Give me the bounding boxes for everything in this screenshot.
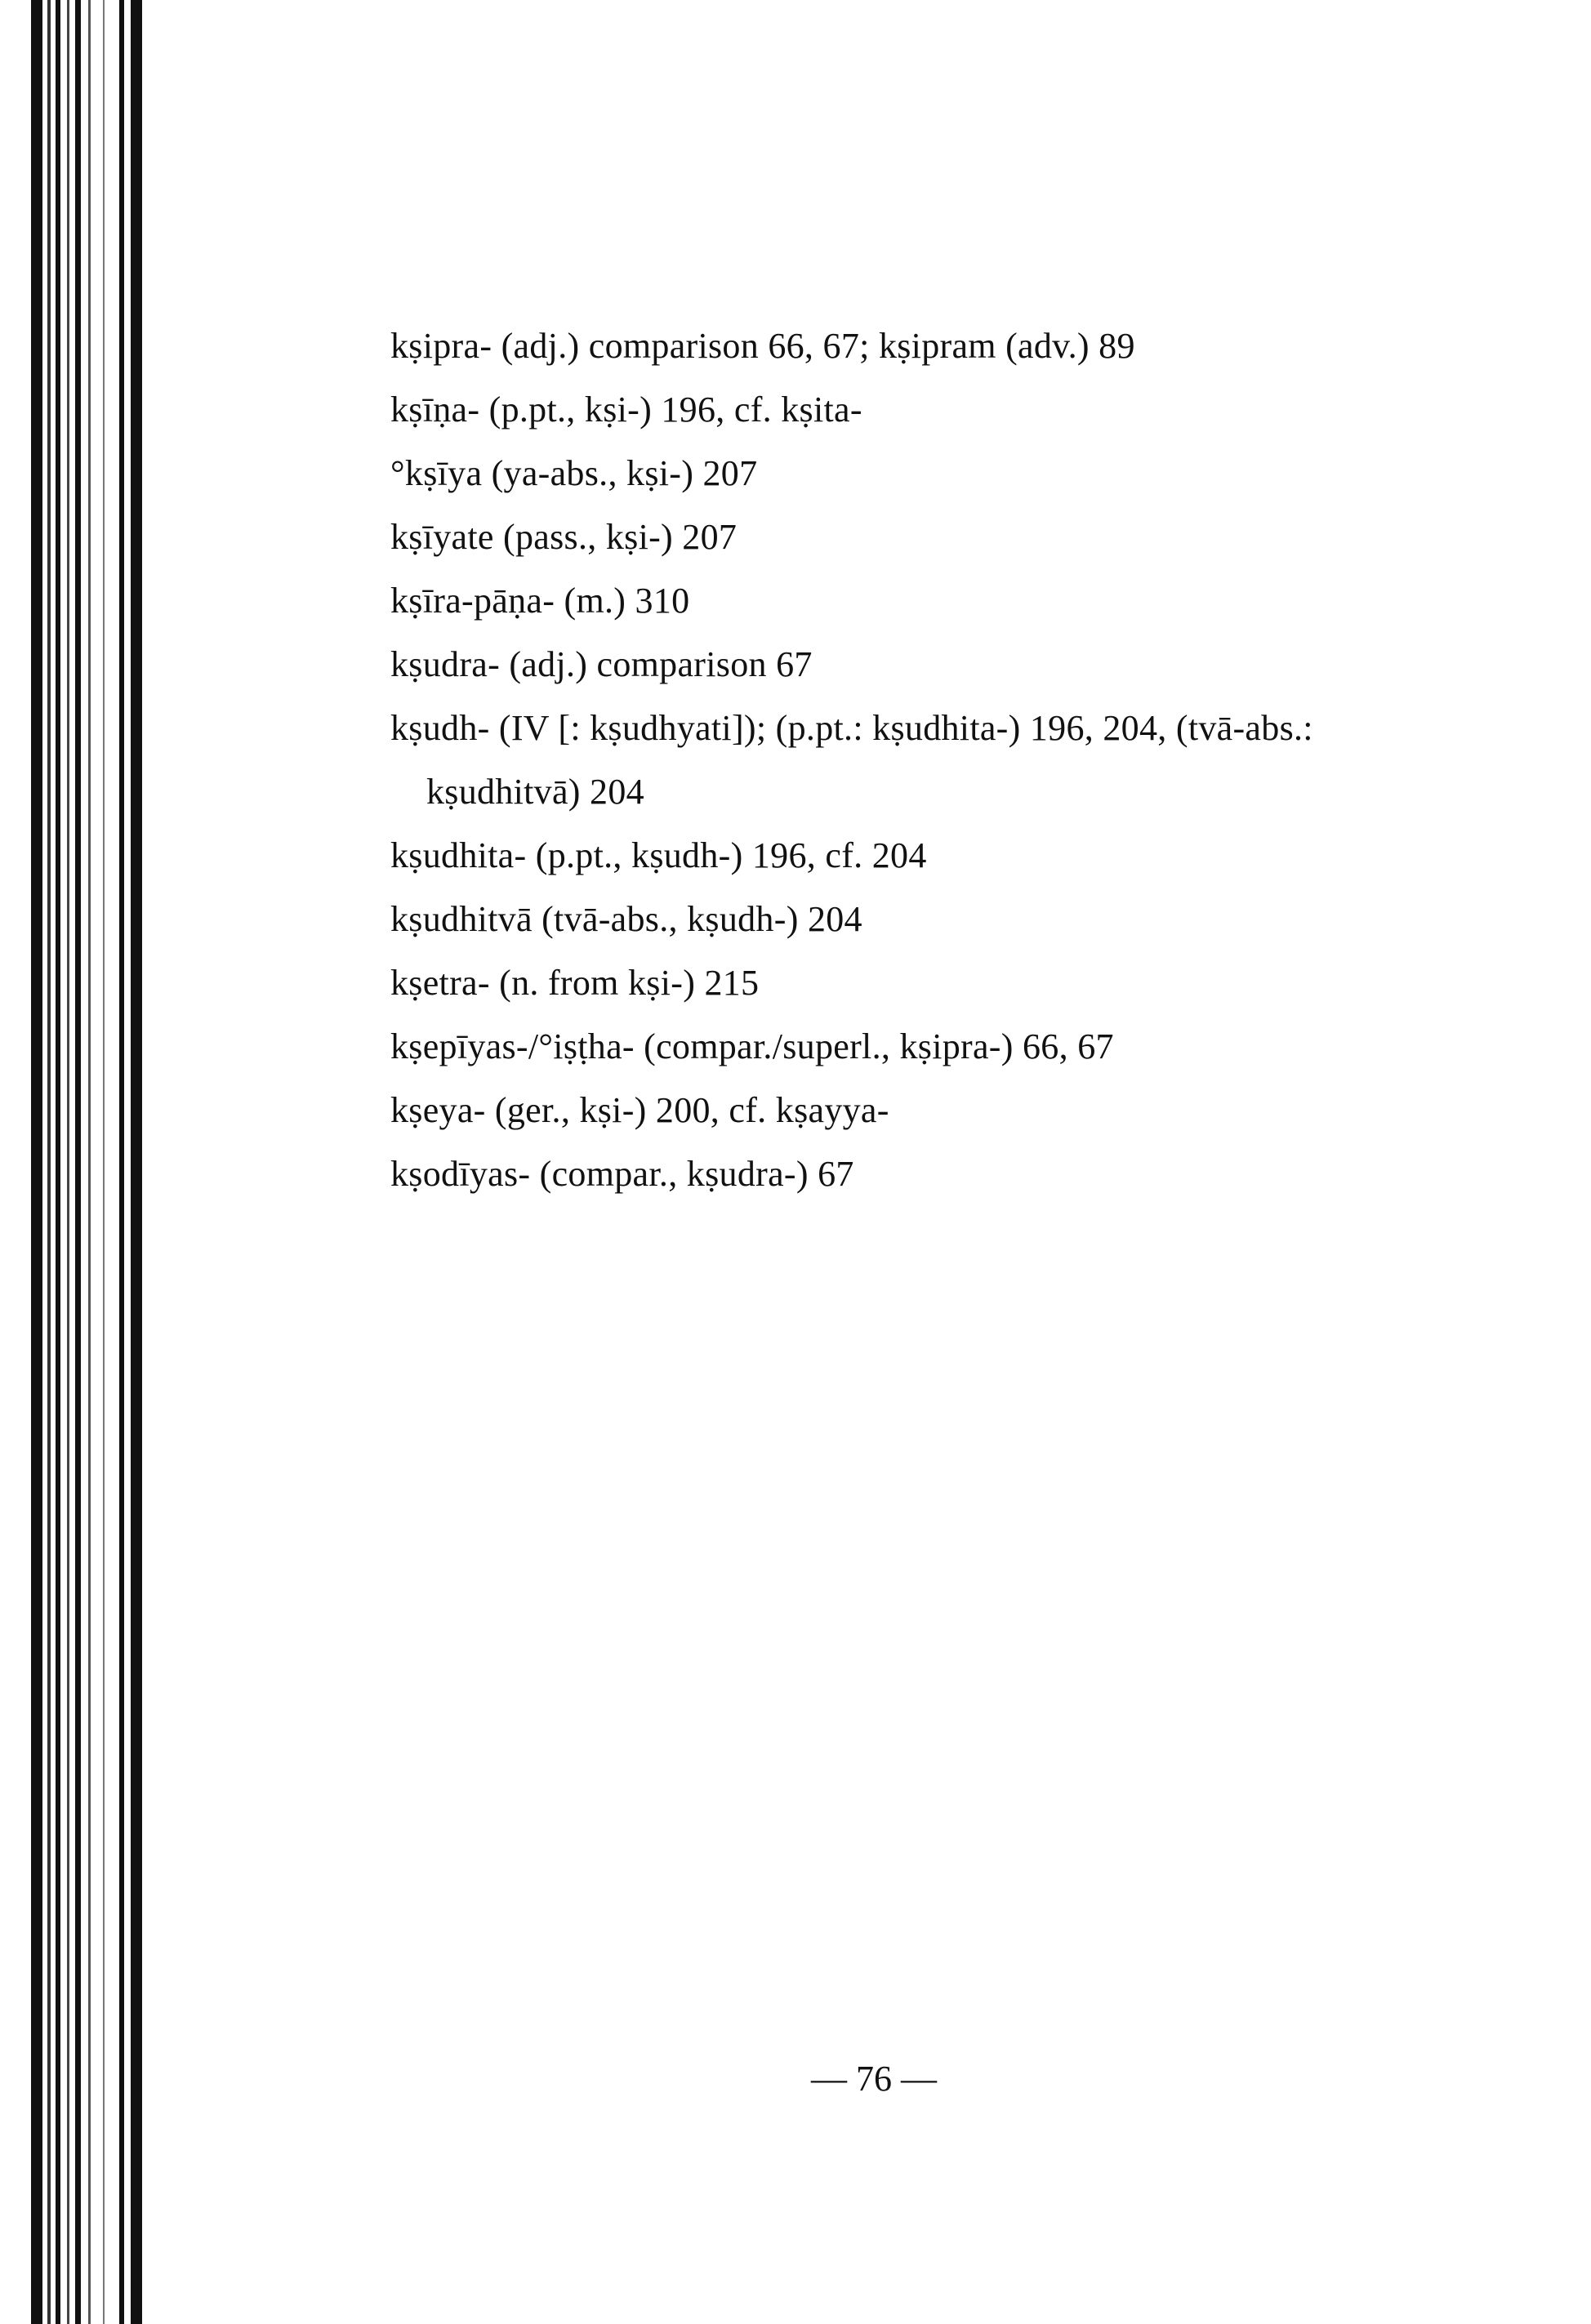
index-entry: kṣīyate (pass., kṣi-) 207: [390, 517, 738, 557]
index-entries: [390, 314, 1550, 1206]
index-entry: °kṣīya (ya-abs., kṣi-) 207: [390, 453, 758, 493]
index-entry: kṣīṇa- (p.pt., kṣi-) 196, cf. kṣita-: [390, 390, 862, 430]
index-entry: kṣudh- (IV [: kṣudhyati]); (p.pt.: kṣudhita-) 196, 204, (tvā-abs.:: [390, 708, 1313, 748]
index-entry: kṣodīyas- (compar., kṣudra-) 67: [390, 1154, 854, 1194]
index-entry: kṣudhitvā (tvā-abs., kṣudh-) 204: [390, 899, 862, 939]
index-entry-continuation: kṣudhitvā) 204: [426, 772, 644, 812]
binding-edge: [0, 0, 155, 2324]
index-entry: kṣetra- (n. from kṣi-) 215: [390, 963, 760, 1003]
index-entry: kṣepīyas-/°iṣṭha- (compar./superl., kṣipra-) 66, 67: [390, 1026, 1114, 1066]
index-entry: kṣudra- (adj.) comparison 67: [390, 644, 813, 684]
index-entry: kṣudhita- (p.pt., kṣudh-) 196, cf. 204: [390, 835, 927, 875]
index-entry: kṣīra-pāṇa- (m.) 310: [390, 581, 690, 621]
index-entry: kṣeya- (ger., kṣi-) 200, cf. kṣayya-: [390, 1090, 889, 1130]
index-entry: kṣipra- (adj.) comparison 66, 67; kṣipram (adv.) 89: [390, 326, 1135, 366]
page-number: — 76 —: [811, 2059, 937, 2099]
